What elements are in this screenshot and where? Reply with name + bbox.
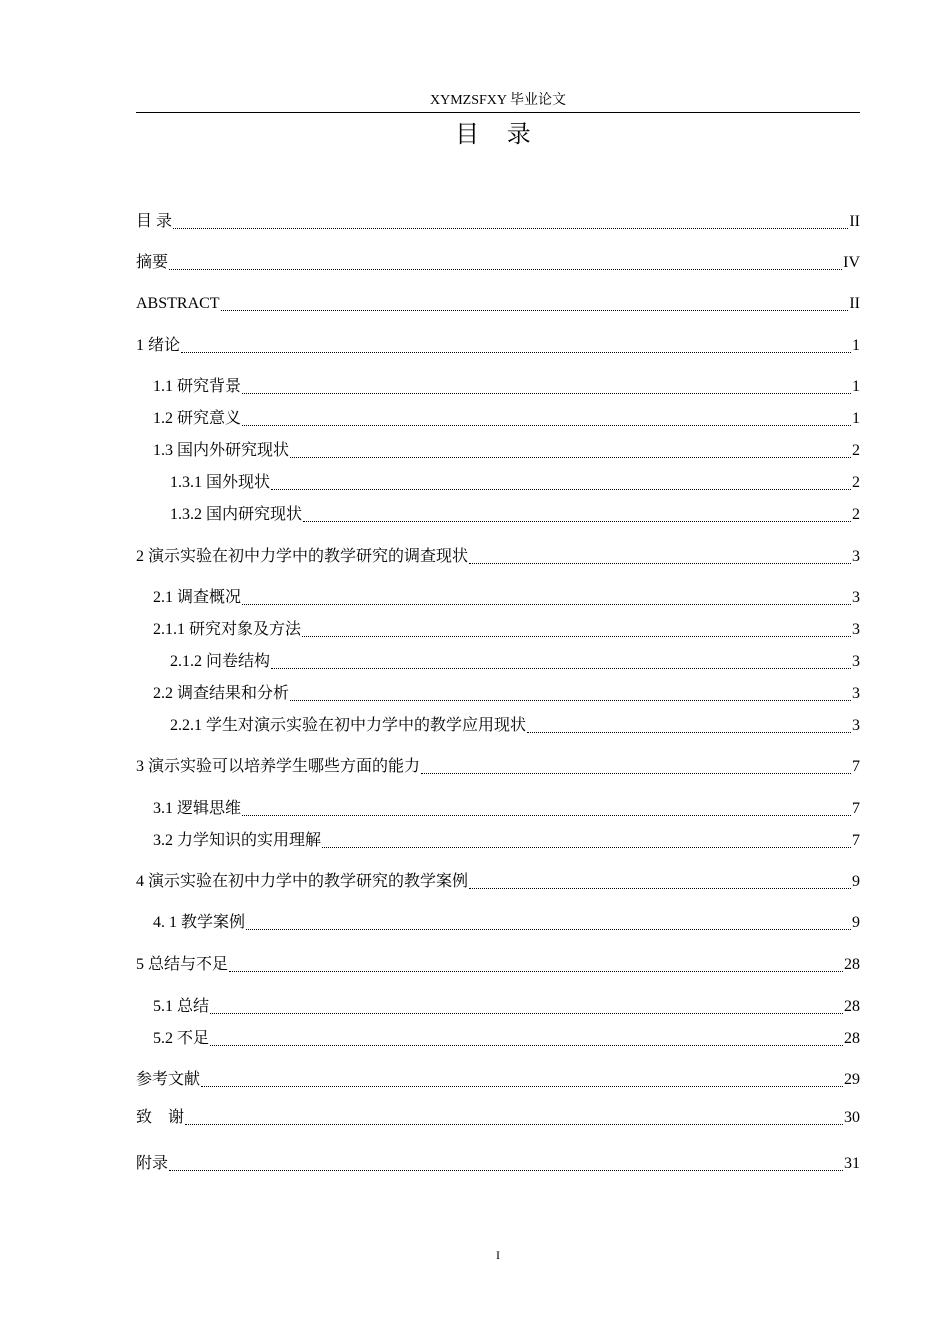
toc-entry-2-2-1[interactable]: 2.2.1 学生对演示实验在初中力学中的教学应用现状 3 [170,717,860,734]
toc-entry-ch5[interactable]: 5 总结与不足 28 [136,956,860,973]
toc-entry-2-1[interactable]: 2.1 调查概况 3 [153,589,860,606]
toc-entry-1-3-1[interactable]: 1.3.1 国外现状 2 [170,474,860,491]
toc-entry-1-1[interactable]: 1.1 研究背景 1 [153,378,860,395]
toc-entry-contents[interactable]: 目 录 II [136,213,860,230]
toc-entry-references[interactable]: 参考文献 29 [136,1071,860,1088]
toc-entry-ch2[interactable]: 2 演示实验在初中力学中的教学研究的调查现状 3 [136,548,860,565]
toc-entry-1-2[interactable]: 1.2 研究意义 1 [153,410,860,427]
toc-entry-1-3[interactable]: 1.3 国内外研究现状 2 [153,442,860,459]
toc-entry-2-1-1[interactable]: 2.1.1 研究对象及方法 3 [153,621,860,638]
header-rule [136,112,860,113]
toc-entry-abstract-en[interactable]: ABSTRACT II [136,295,860,312]
toc-entry-3-2[interactable]: 3.2 力学知识的实用理解 7 [153,832,860,849]
toc-entry-5-1[interactable]: 5.1 总结 28 [153,998,860,1015]
toc-entry-3-1[interactable]: 3.1 逻辑思维 7 [153,800,860,817]
toc-entry-4-1[interactable]: 4. 1 教学案例 9 [153,914,860,931]
toc-entry-acknowledgements[interactable]: 致 谢 30 [136,1109,860,1126]
toc-entry-abstract-cn[interactable]: 摘要 IV [136,254,860,271]
toc-entry-2-1-2[interactable]: 2.1.2 问卷结构 3 [170,653,860,670]
toc-entry-appendix[interactable]: 附录 31 [136,1155,860,1172]
toc-entry-2-2[interactable]: 2.2 调查结果和分析 3 [153,685,860,702]
toc-entry-1-3-2[interactable]: 1.3.2 国内研究现状 2 [170,506,860,523]
page-number: I [496,1248,500,1262]
page-header: XYMZSFXY 毕业论文 [430,93,566,108]
toc-entry-ch3[interactable]: 3 演示实验可以培养学生哪些方面的能力 7 [136,758,860,775]
toc-entry-ch4[interactable]: 4 演示实验在初中力学中的教学研究的教学案例 9 [136,873,860,890]
toc-entry-5-2[interactable]: 5.2 不足 28 [153,1030,860,1047]
page-title: 目 录 [455,120,541,148]
toc-entry-ch1[interactable]: 1 绪论 1 [136,337,860,354]
